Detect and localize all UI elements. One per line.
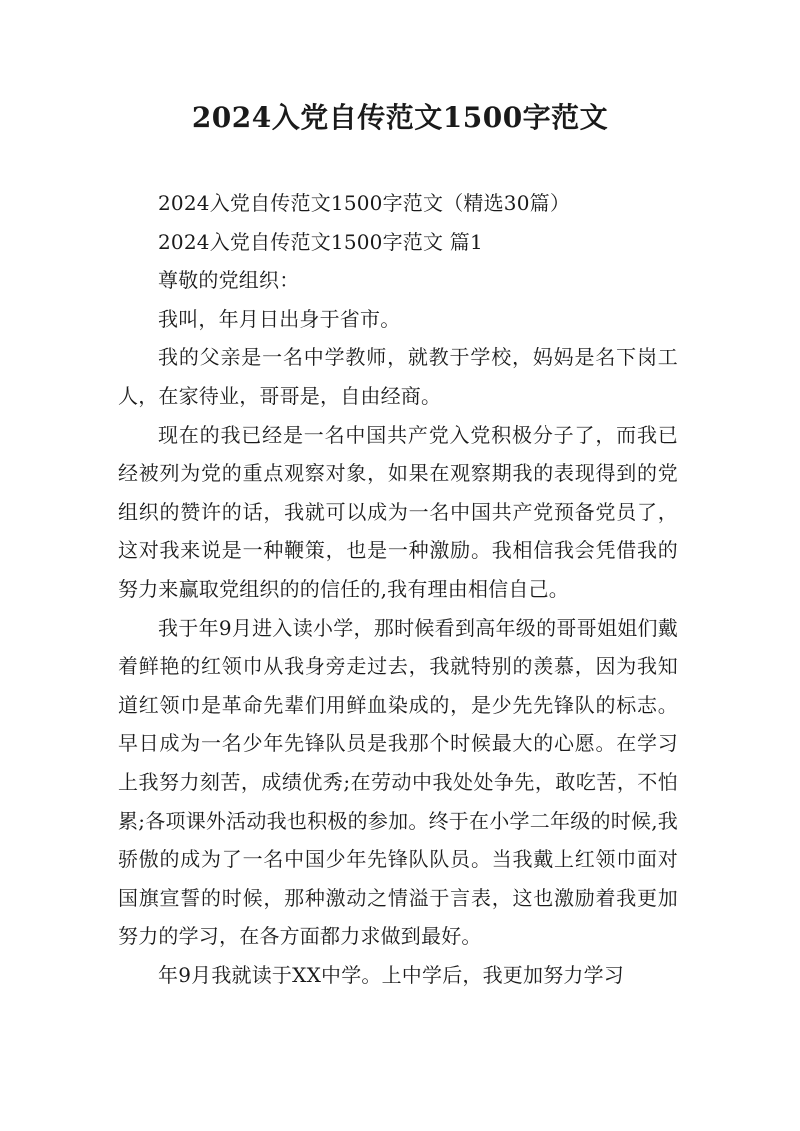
paragraph-salutation: 尊敬的党组织： xyxy=(158,268,300,293)
paragraph-section-heading: 2024入党自传范文1500字范文 篇1 xyxy=(158,229,483,254)
paragraph-current-status: 现在的我已经是一名中国共产党入党积极分子了，而我已经被列为党的重点观察对象，如果在观察期我的表现得到的党组织的赞许的话，我就可以成为一名中国共产党预备党员了，这对我来说是一种鞭策，也是一种激励。我相信我会凭借我的努力来赢取党组织的的信任的,我有理由相信自己。 xyxy=(118,422,678,601)
paragraph-introduction: 我叫，年月日出身于省市。 xyxy=(158,306,401,331)
paragraph-subtitle: 2024入党自传范文1500字范文（精选30篇） xyxy=(158,191,571,215)
paragraph-family: 我的父亲是一名中学教师，就教于学校，妈妈是名下岗工人，在家待业，哥哥是，自由经商。 xyxy=(118,345,678,408)
document-body xyxy=(118,184,678,994)
document-title: 2024入党自传范文1500字范文 xyxy=(191,101,609,134)
paragraph-middle-school: 年9月我就读于XX中学。上中学后，我更加努力学习 xyxy=(158,962,625,987)
paragraph-primary-school: 我于年9月进入读小学，那时候看到高年级的哥哥姐姐们戴着鲜艳的红领巾从我身旁走过去，我就特别的羡慕，因为我知道红领巾是革命先辈们用鲜血染成的，是少先先锋队的标志。早日成为一名少年先锋队员是我那个时候最大的心愿。在学习上我努力刻苦，成绩优秀;在劳动中我处处争先，敢吃苦，不怕累;各项课外活动我也积极的参加。终于在小学二年级的时候,我骄傲的成为了一名中国少年先锋队队员。当我戴上红领巾面对国旗宣誓的时候，那种激动之情溢于言表，这也激励着我更加努力的学习，在各方面都力求做到最好。 xyxy=(118,615,678,949)
